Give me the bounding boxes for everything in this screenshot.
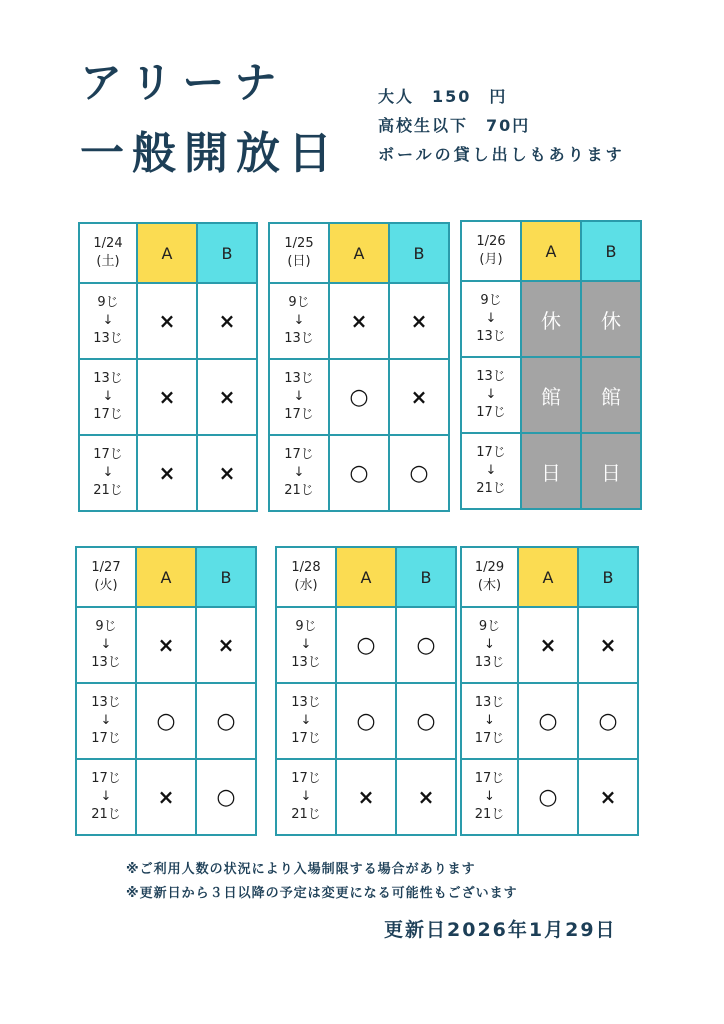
time-text: 9じ [288,295,310,310]
time-range-cell [276,759,336,835]
time-range-cell [76,683,136,759]
time-range-cell [269,283,329,359]
unavailable-mark: × [137,359,197,435]
time-range-cell [461,607,518,683]
time-text: 13じ [291,655,321,670]
unavailable-mark: × [518,607,578,683]
time-range-cell [276,607,336,683]
available-mark: ○ [518,759,578,835]
time-slot-row [76,683,256,759]
time-text: ↓ [102,389,114,404]
date-text: 1/27 [91,560,121,575]
unavailable-mark: × [136,607,196,683]
date-text: 1/26 [476,234,506,249]
time-text: 17じ [476,445,506,460]
date-text: 1/28 [291,560,321,575]
time-range-cell [461,433,521,509]
time-slot-row [461,281,641,357]
time-text: 13じ [91,655,121,670]
time-text: 17じ [291,731,321,746]
court-a-header: A [136,547,196,607]
court-b-header: B [581,221,641,281]
unavailable-mark: × [196,607,256,683]
time-text: 21じ [91,807,121,822]
court-b-header: B [389,223,449,283]
available-mark: ○ [329,359,389,435]
weekday-text: (水) [294,578,318,593]
time-text: ↓ [102,465,114,480]
day-table-1-24 [78,222,258,512]
time-text: 9じ [478,619,501,634]
date-cell [461,547,518,607]
date-text: 1/29 [474,560,505,575]
time-slot-row [76,607,256,683]
available-mark: ○ [578,683,638,759]
unavailable-mark: × [578,607,638,683]
court-a-header: A [137,223,197,283]
court-a-header: A [521,221,581,281]
date-cell [269,223,329,283]
price-student: 高校生以下 70円 [378,116,531,135]
time-text: ↓ [300,637,312,652]
time-text: ↓ [100,789,112,804]
time-text: 9じ [97,295,119,310]
time-slot-row [461,683,638,759]
unavailable-mark: × [336,759,396,835]
time-text: ↓ [484,713,495,728]
updated-date: 更新日2026年1月29日 [384,919,617,941]
time-text: 17じ [474,731,505,746]
time-range-cell [276,683,336,759]
weekday-text: (火) [94,578,118,593]
court-a-header: A [518,547,578,607]
time-text: ↓ [100,713,112,728]
time-text: ↓ [100,637,112,652]
day-table-1-25 [268,222,450,512]
time-text: ↓ [102,313,114,328]
time-slot-row [79,283,257,359]
unavailable-mark: × [197,435,257,511]
time-range-cell [461,759,518,835]
unavailable-mark: × [136,759,196,835]
unavailable-mark: × [137,283,197,359]
date-cell [76,547,136,607]
time-text: 21じ [284,483,314,498]
weekday-text: (土) [96,254,120,269]
unavailable-mark: × [329,283,389,359]
time-text: 13じ [93,331,123,346]
time-text: 21じ [476,481,506,496]
time-slot-row [269,283,449,359]
time-range-cell [79,359,137,435]
closed-cell: 休 [581,281,641,357]
court-a-header: A [336,547,396,607]
day-table-1-29 [460,546,639,836]
time-slot-row [269,435,449,511]
available-mark: ○ [336,607,396,683]
time-text: 13じ [476,329,506,344]
time-text: ↓ [485,387,497,402]
available-mark: ○ [396,683,456,759]
available-mark: ○ [329,435,389,511]
time-range-cell [76,607,136,683]
time-text: 13じ [284,371,314,386]
time-range-cell [269,435,329,511]
closed-cell: 休 [521,281,581,357]
date-cell [276,547,336,607]
time-text: 13じ [474,695,505,710]
time-range-cell [461,281,521,357]
time-slot-row [461,759,638,835]
unavailable-mark: × [197,359,257,435]
time-text: 9じ [480,293,502,308]
day-table-1-26 [460,220,642,510]
time-slot-row [461,607,638,683]
time-slot-row [461,433,641,509]
weekday-text: (木) [477,578,502,593]
date-text: 1/24 [93,236,123,251]
time-text: 17じ [284,407,314,422]
time-range-cell [461,357,521,433]
closed-cell: 館 [521,357,581,433]
unavailable-mark: × [578,759,638,835]
unavailable-mark: × [137,435,197,511]
time-text: 13じ [91,695,121,710]
date-text: 1/25 [284,236,314,251]
time-text: 13じ [476,369,506,384]
day-table-1-27 [75,546,257,836]
court-b-header: B [396,547,456,607]
time-text: 17じ [91,771,121,786]
available-mark: ○ [396,607,456,683]
time-text: 17じ [91,731,121,746]
weekday-text: (日) [287,254,311,269]
time-text: 13じ [474,655,505,670]
time-text: 17じ [93,447,123,462]
time-slot-row [276,683,456,759]
available-mark: ○ [389,435,449,511]
day-table-1-28 [275,546,457,836]
court-b-header: B [196,547,256,607]
unavailable-mark: × [389,283,449,359]
time-slot-row [276,607,456,683]
time-text: 21じ [291,807,321,822]
time-text: ↓ [485,311,497,326]
price-adult: 大人 150 円 [378,87,508,106]
available-mark: ○ [336,683,396,759]
time-text: 17じ [291,771,321,786]
notice-schedule-change: ※更新日から３日以降の予定は変更になる可能性もございます [126,886,518,901]
time-text: 9じ [95,619,117,634]
time-slot-row [461,357,641,433]
available-mark: ○ [196,683,256,759]
available-mark: ○ [196,759,256,835]
time-text: 21じ [93,483,123,498]
time-range-cell [79,435,137,511]
closed-cell: 日 [581,433,641,509]
weekday-text: (月) [479,252,503,267]
page-title-line2: 一般開放日 [80,128,340,179]
unavailable-mark: × [389,359,449,435]
time-text: ↓ [484,637,495,652]
page-title-line1: アリーナ [80,58,287,107]
time-text: ↓ [293,389,305,404]
unavailable-mark: × [197,283,257,359]
time-text: 17じ [474,771,505,786]
time-text: 13じ [93,371,123,386]
time-text: ↓ [484,789,495,804]
time-text: 9じ [295,619,317,634]
closed-cell: 日 [521,433,581,509]
time-range-cell [269,359,329,435]
time-text: 17じ [476,405,506,420]
time-text: 21じ [474,807,505,822]
court-b-header: B [197,223,257,283]
unavailable-mark: × [396,759,456,835]
time-range-cell [76,759,136,835]
date-cell [461,221,521,281]
time-slot-row [79,435,257,511]
time-slot-row [269,359,449,435]
time-text: 17じ [284,447,314,462]
time-range-cell [79,283,137,359]
time-slot-row [79,359,257,435]
ball-rental-note: ボールの貸し出しもあります [378,145,625,164]
date-cell [79,223,137,283]
time-text: ↓ [293,465,305,480]
time-slot-row [276,759,456,835]
closed-cell: 館 [581,357,641,433]
time-slot-row [76,759,256,835]
time-text: 13じ [291,695,321,710]
available-mark: ○ [518,683,578,759]
time-text: 17じ [93,407,123,422]
court-a-header: A [329,223,389,283]
time-text: ↓ [485,463,497,478]
time-text: ↓ [300,789,312,804]
available-mark: ○ [136,683,196,759]
time-text: ↓ [293,313,305,328]
time-text: ↓ [300,713,312,728]
time-range-cell [461,683,518,759]
court-b-header: B [578,547,638,607]
time-text: 13じ [284,331,314,346]
notice-entry-limit: ※ご利用人数の状況により入場制限する場合があります [126,862,476,877]
